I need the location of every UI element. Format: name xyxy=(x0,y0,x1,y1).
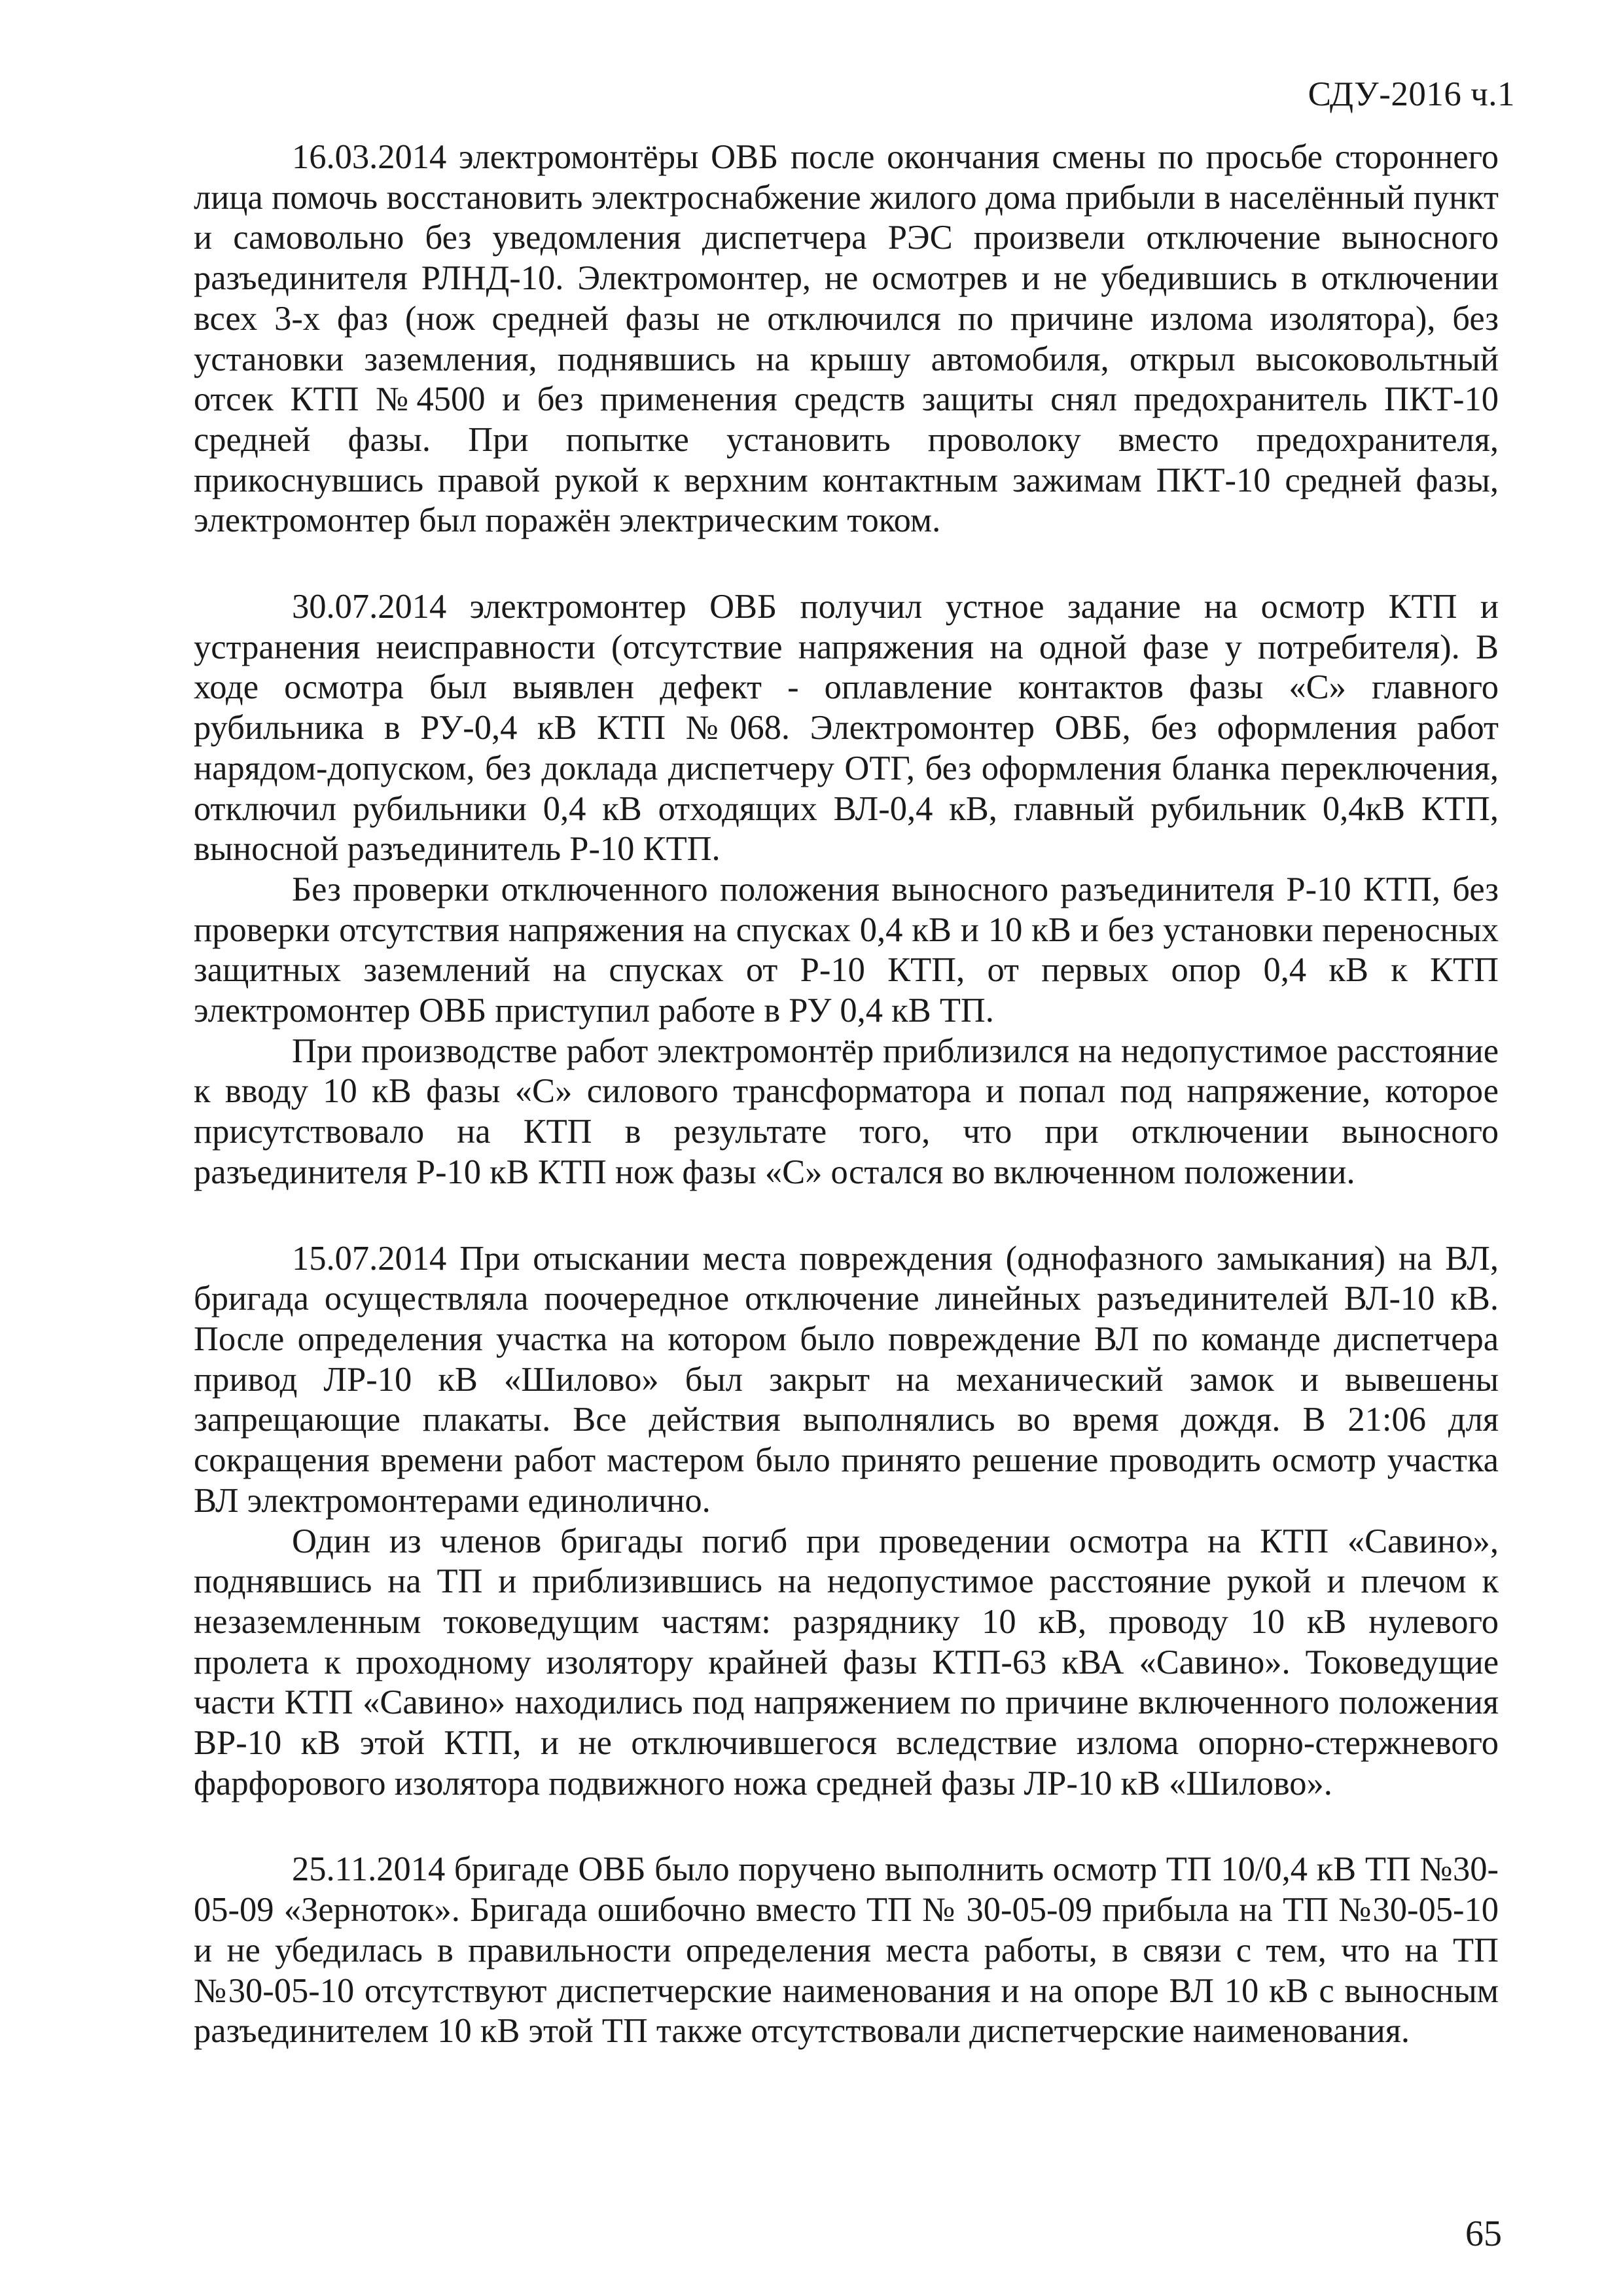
section-gap xyxy=(194,1193,1499,1239)
incident-block xyxy=(194,137,1499,541)
paragraph: 16.03.2014 электромонтёры ОВБ после окончания смены по просьбе стороннего лица помочь восстановить электроснабжение жилого дома прибыли в населённый пункт и самовольно без уведомления диспетчера РЭС произвели отключение выносного разъединителя РЛНД-10. Электромонтер, не осмотрев и не убедившись в отключении всех 3-х фаз (нож средней фазы не отключился по причине излома изолятора), без установки заземления, поднявшись на крышу автомобиля, открыл высоковольтный отсек КТП №4500 и без применения средств защиты снял предохранитель ПКТ-10 средней фазы. При попытке установить проволоку вместо предохранителя, прикоснувшись правой рукой к верхним контактным зажимам ПКТ-10 средней фазы, электромонтер был поражён электрическим током. xyxy=(194,138,1499,540)
document-code: СДУ-2016 ч.1 xyxy=(1308,75,1515,113)
incident-block xyxy=(194,587,1499,1193)
document-body xyxy=(194,137,1499,2052)
incident-block xyxy=(194,1850,1499,2052)
paragraph: 25.11.2014 бригаде ОВБ было поручено выполнить осмотр ТП 10/0,4 кВ ТП №30-05-09 «Зерноток». Бригада ошибочно вместо ТП № 30-05-09 прибыла на ТП №30-05-10 и не убедилась в правильности определения места работы, в связи с тем, что на ТП №30-05-10 отсутствуют диспетчерские наименования и на опоре ВЛ 10 кВ с выносным разъединителем 10 кВ этой ТП также отсутствовали диспетчерские наименования. xyxy=(194,1850,1499,2051)
section-gap xyxy=(194,1804,1499,1850)
page-number: 65 xyxy=(1465,2214,1502,2254)
paragraph: Без проверки отключенного положения выносного разъединителя Р-10 КТП, без проверки отсутствия напряжения на спусках 0,4 кВ и 10 кВ и без установки переносных защитных заземлений на спусках от Р-10 КТП, от первых опор 0,4 кВ к КТП электромонтер ОВБ приступил работе в РУ 0,4 кВ ТП. xyxy=(194,870,1499,1030)
section-gap xyxy=(194,541,1499,587)
paragraph: 30.07.2014 электромонтер ОВБ получил устное задание на осмотр КТП и устранения неисправности (отсутствие напряжения на одной фазе у потребителя). В ходе осмотра был выявлен дефект - оплавление контактов фазы «С» главного рубильника в РУ-0,4 кВ КТП №068. Электромонтер ОВБ, без оформления работ нарядом-допуском, без доклада диспетчеру ОТГ, без оформления бланка переключения, отключил рубильники 0,4 кВ отходящих ВЛ-0,4 кВ, главный рубильник 0,4кВ КТП, выносной разъединитель Р-10 КТП. xyxy=(194,588,1499,869)
paragraph: Один из членов бригады погиб при проведении осмотра на КТП «Савино», поднявшись на ТП и приблизившись на недопустимое расстояние рукой и плечом к незаземленным токоведущим частям: разряднику 10 кВ, проводу 10 кВ нулевого пролета к проходному изолятору крайней фазы КТП-63 кВА «Савино». Токоведущие части КТП «Савино» находились под напряжением по причине включенного положения ВР-10 кВ этой КТП, и не отключившегося вследствие излома опорно-стержневого фарфорового изолятора подвижного ножа средней фазы ЛР-10 кВ «Шилово». xyxy=(194,1522,1499,1803)
paragraph: При производстве работ электромонтёр приблизился на недопустимое расстояние к вводу 10 кВ фазы «С» силового трансформатора и попал под напряжение, которое присутствовало на КТП в результате того, что при отключении выносного разъединителя Р-10 кВ КТП нож фазы «С» остался во включенном положении. xyxy=(194,1031,1499,1191)
incident-block xyxy=(194,1239,1499,1804)
paragraph: 15.07.2014 При отыскании места повреждения (однофазного замыкания) на ВЛ, бригада осуществляла поочередное отключение линейных разъединителей ВЛ-10 кВ. После определения участка на котором было повреждение ВЛ по команде диспетчера привод ЛР-10 кВ «Шилово» был закрыт на механический замок и вывешены запрещающие плакаты. Все действия выполнялись во время дождя. В 21:06 для сокращения времени работ мастером было принято решение проводить осмотр участка ВЛ электромонтерами единолично. xyxy=(194,1239,1499,1520)
